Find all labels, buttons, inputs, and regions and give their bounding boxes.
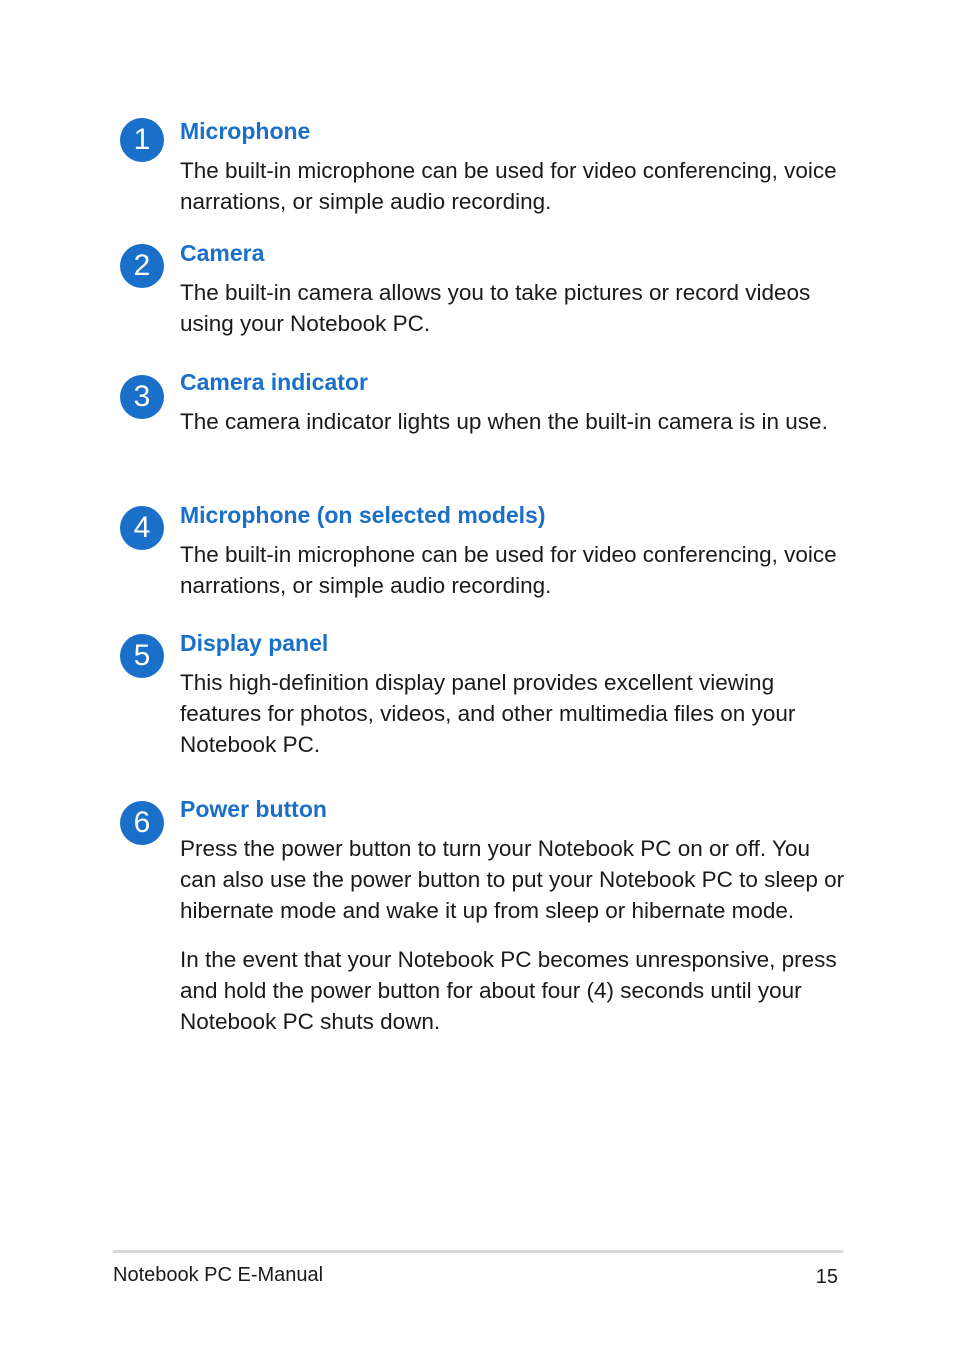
number-badge-3: 3 xyxy=(120,375,164,419)
footer-manual-title: Notebook PC E-Manual xyxy=(113,1264,324,1286)
item-description-6: Press the power button to turn your Notebook PC on or off. You can also use the power button to put your Notebook PC to sleep or hibernate mode and wake it up from sleep or hibernate mode. xyxy=(180,836,845,923)
item-description-3: The camera indicator lights up when the built-in camera is in use. xyxy=(180,409,828,434)
footer-divider xyxy=(113,1250,843,1253)
item-title-2: Camera xyxy=(180,240,265,266)
number-badge-1: 1 xyxy=(120,118,164,162)
number-badge-5: 5 xyxy=(120,634,164,678)
number-badge-4: 4 xyxy=(120,506,164,550)
page-number: 15 xyxy=(815,1266,838,1288)
item-title-1: Microphone xyxy=(180,118,311,144)
number-badge-2: 2 xyxy=(120,244,164,288)
item-description-1: The built-in microphone can be used for video conferencing, voice narrations, or simple audio recording. xyxy=(180,158,837,214)
item-description-5: This high-definition display panel provides excellent viewing features for photos, videos, and other multimedia files on your Notebook PC. xyxy=(180,670,796,757)
item-title-3: Camera indicator xyxy=(180,369,368,395)
item-title-6: Power button xyxy=(180,796,327,822)
item-title-4: Microphone (on selected models) xyxy=(180,502,546,528)
item-description-2: The built-in camera allows you to take pictures or record videos using your Notebook PC. xyxy=(180,280,811,336)
item-title-5: Display panel xyxy=(180,630,329,656)
number-badge-6: 6 xyxy=(120,801,164,845)
item-description-6b: In the event that your Notebook PC becomes unresponsive, press and hold the power button for about four (4) seconds until your Notebook PC shuts down. xyxy=(180,947,837,1034)
item-description-4: The built-in microphone can be used for video conferencing, voice narrations, or simple audio recording. xyxy=(180,542,837,598)
